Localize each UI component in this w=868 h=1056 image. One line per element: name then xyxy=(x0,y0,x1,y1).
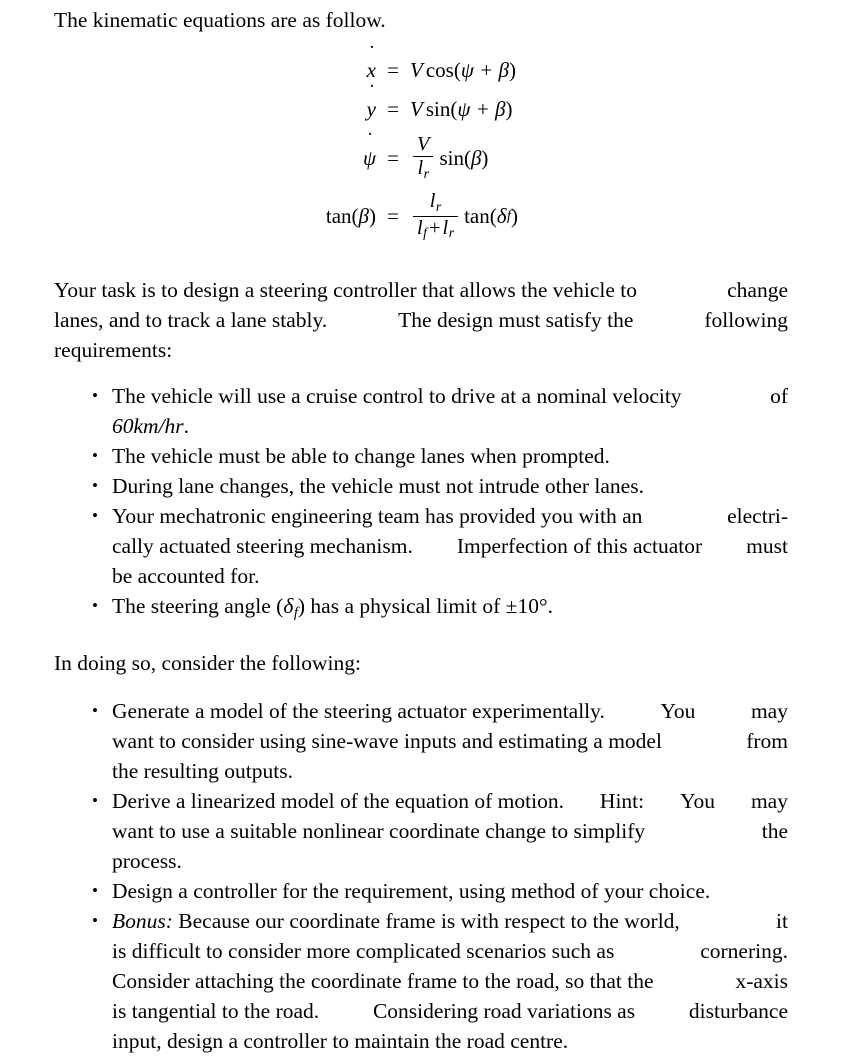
steering-angle-symbol: δ xyxy=(283,594,294,618)
numerator-base: l xyxy=(429,190,436,213)
list-item xyxy=(54,471,788,501)
bullet-icon: • xyxy=(92,881,98,901)
requirement-1-line-1-seg-2: of xyxy=(770,384,788,408)
steering-angle-limit: ) has a physical limit of ±10°. xyxy=(297,594,553,618)
close-paren: ) xyxy=(505,97,513,121)
requirement-3-line-1: During lane changes, the vehicle must not intrude other lanes. xyxy=(112,474,644,498)
spacer-before-requirements xyxy=(54,365,788,381)
bullet-icon: • xyxy=(92,506,98,525)
requirement-4-line-3: be accounted for. xyxy=(112,564,260,588)
sin-function-name: sin xyxy=(425,97,451,121)
consideration-1-line-2 xyxy=(112,726,788,756)
consideration-1-line-3: the resulting outputs. xyxy=(112,759,293,784)
task-line-2 xyxy=(54,305,788,335)
close-paren: ) xyxy=(369,203,376,228)
steering-angle-subscript: f xyxy=(293,605,298,622)
considerations-list xyxy=(54,696,788,1056)
consideration-1-line-1-seg-1: Generate a model of the steering actuator experimentally. xyxy=(112,699,605,724)
spacer-after-equations xyxy=(54,245,788,275)
equation-x-dot-rhs xyxy=(410,58,516,83)
spacer-after-requirements xyxy=(54,628,788,648)
denominator-plus-operator: + xyxy=(429,216,441,239)
velocity-symbol: V xyxy=(410,58,423,82)
task-line-3: requirements: xyxy=(54,338,173,362)
sin-function-name: sin xyxy=(439,145,464,170)
list-item xyxy=(54,696,788,786)
consideration-4-line-5: input, design a controller to maintain the road centre. xyxy=(112,1029,569,1054)
consideration-2-line-3: process. xyxy=(112,849,182,874)
consideration-4-line-3 xyxy=(112,966,788,996)
open-paren: ( xyxy=(450,97,458,121)
document-content xyxy=(54,0,788,1056)
task-line-1-seg-1: Your task is to design a steering controller that allows the vehicle to xyxy=(54,278,637,302)
bullet-icon: • xyxy=(92,476,98,495)
open-paren: ( xyxy=(351,203,359,228)
equation-y-dot-equals: = xyxy=(387,97,399,121)
intro-paragraph: The kinematic equations are as follow. xyxy=(54,8,386,32)
equation-tan-beta-lhs xyxy=(54,204,376,229)
consideration-2-line-1-seg-1: Derive a linearized model of the equation of motion. xyxy=(112,789,564,814)
tan-argument: β xyxy=(358,203,369,228)
consideration-2-line-2-seg-1: want to use a suitable nonlinear coordinate change to simplify xyxy=(112,819,646,844)
requirement-1-line-1-seg-1: The vehicle will use a cruise control to drive at a nominal velocity xyxy=(112,384,682,408)
list-item xyxy=(54,591,788,628)
list-item xyxy=(54,381,788,441)
equation-tan-beta-rhs xyxy=(410,191,518,241)
denominator-base: l xyxy=(417,157,424,180)
requirement-4-line-2-seg-1: cally actuated steering mechanism. xyxy=(112,534,413,558)
fraction-numerator: V xyxy=(417,133,430,156)
delta-f-subscript: f xyxy=(507,207,511,224)
equation-tan-beta-equals: = xyxy=(387,203,399,228)
x-dot-symbol: x ˙ xyxy=(367,58,376,83)
list-item xyxy=(54,906,788,1056)
spacer-before-equations xyxy=(54,35,788,51)
fraction-denominator xyxy=(413,156,433,181)
consideration-2-line-1-seg-3: You xyxy=(680,789,715,814)
denominator-second-subscript: r xyxy=(448,225,455,241)
task-line-2-seg-1: lanes, and to track a lane stably. xyxy=(54,308,328,332)
fraction-numerator xyxy=(426,191,446,215)
requirement-4-line-2 xyxy=(112,531,788,561)
equation-y-dot-lhs xyxy=(54,97,376,122)
consideration-2-line-1-seg-4: may xyxy=(750,789,788,814)
psi-dot-symbol: ψ ˙ xyxy=(363,146,376,171)
list-item xyxy=(54,786,788,876)
consideration-4-line-2-seg-2: cornering. xyxy=(700,939,788,964)
consideration-2-line-2 xyxy=(112,816,788,846)
cos-function-name: cos xyxy=(425,58,454,82)
tan-function-name: tan xyxy=(464,203,490,228)
list-item xyxy=(54,441,788,471)
equation-y-dot xyxy=(54,90,788,129)
fraction-denominator xyxy=(413,216,458,241)
equation-block xyxy=(54,51,788,245)
open-paren: ( xyxy=(489,203,497,228)
sin-argument: ψ + β xyxy=(457,97,506,121)
requirement-1-period: . xyxy=(183,414,190,438)
consideration-4-line-4-seg-2: Considering road variations as xyxy=(372,999,636,1024)
nominal-velocity-value: 60km/hr xyxy=(112,414,184,438)
consideration-2-line-2-seg-2: the xyxy=(761,819,788,844)
equation-y-dot-rhs xyxy=(410,97,513,122)
consideration-3-line-1: Design a controller for the requirement, using method of your choice. xyxy=(112,879,711,904)
denominator-subscript: r xyxy=(423,166,429,182)
consideration-4-line-3-seg-1: Consider attaching the coordinate frame to the road, so that the xyxy=(112,969,654,994)
equation-x-dot-equals: = xyxy=(387,58,399,82)
list-item xyxy=(54,501,788,591)
consideration-2-line-1 xyxy=(112,786,788,816)
bonus-group xyxy=(112,906,680,936)
requirement-4-line-2-seg-3: must xyxy=(746,534,788,558)
consideration-4-line-4-seg-3: disturbance xyxy=(688,999,788,1024)
equation-psi-dot-equals: = xyxy=(387,145,399,170)
cos-argument: ψ + β xyxy=(460,58,510,82)
task-paragraph xyxy=(54,275,788,365)
tan-function-name: tan xyxy=(325,203,352,228)
equation-x-dot xyxy=(54,51,788,90)
numerator-subscript: r xyxy=(435,198,442,214)
steering-angle-prefix: The steering angle ( xyxy=(112,594,284,618)
requirement-2-line-1: The vehicle must be able to change lanes when prompted. xyxy=(112,444,610,468)
open-paren: ( xyxy=(463,145,471,170)
consideration-1-line-2-seg-2: from xyxy=(746,729,788,754)
close-paren: ) xyxy=(510,203,518,228)
consideration-4-line-4 xyxy=(112,996,788,1026)
denominator-first-base: l xyxy=(417,216,423,239)
consideration-1-line-1-seg-3: may xyxy=(750,699,788,724)
spacer-before-considerations xyxy=(54,678,788,696)
consideration-4-line-1-seg-1: Because our coordinate frame is with respect to the world, xyxy=(172,909,680,934)
consider-paragraph: In doing so, consider the following: xyxy=(54,651,361,676)
bullet-icon: • xyxy=(92,596,98,615)
consideration-4-line-2-seg-1: is difficult to consider more complicated scenarios such as xyxy=(112,939,615,964)
denominator-first-subscript: f xyxy=(423,225,428,241)
consideration-1-line-1-seg-2: You xyxy=(660,699,696,724)
sin-argument: β xyxy=(470,145,482,170)
bullet-icon: • xyxy=(92,701,98,721)
close-paren: ) xyxy=(481,145,489,170)
delta-f-base: δ xyxy=(496,203,507,228)
equation-x-dot-lhs xyxy=(54,58,376,83)
requirement-5-line-1 xyxy=(112,591,788,628)
equation-psi-dot-rhs xyxy=(410,134,488,182)
consideration-4-line-1 xyxy=(112,906,788,936)
consideration-4-line-3-seg-2: x-axis xyxy=(735,969,788,994)
requirement-4-line-1 xyxy=(112,501,788,531)
consideration-4-line-2 xyxy=(112,936,788,966)
consideration-1-line-2-seg-1: want to consider using sine-wave inputs and estimating a model xyxy=(112,729,662,754)
requirement-1-line-2 xyxy=(112,411,788,441)
equation-tan-beta xyxy=(54,187,788,245)
fraction-v-over-lr xyxy=(413,134,433,182)
requirement-4-line-2-seg-2: Imperfection of this actuator xyxy=(456,534,703,558)
requirements-list xyxy=(54,381,788,628)
bullet-icon: • xyxy=(92,386,98,405)
requirement-1-line-1 xyxy=(112,381,788,411)
equation-psi-dot-lhs xyxy=(54,146,376,171)
bullet-icon: • xyxy=(92,911,98,931)
task-line-2-seg-2: The design must satisfy the xyxy=(398,308,634,332)
bonus-emphasis: Bonus: xyxy=(112,909,173,934)
fraction-lr-over-lf-plus-lr xyxy=(413,191,458,241)
open-paren: ( xyxy=(453,58,461,82)
consideration-1-line-1 xyxy=(112,696,788,726)
denominator-second-base: l xyxy=(442,216,449,239)
requirement-4-line-1-seg-2: electri- xyxy=(727,504,788,528)
bullet-icon: • xyxy=(92,446,98,465)
consideration-4-line-4-seg-1: is tangential to the road. xyxy=(112,999,320,1024)
consideration-2-line-1-seg-2: Hint: xyxy=(599,789,645,814)
y-dot-symbol: y ˙ xyxy=(367,97,376,122)
list-item xyxy=(54,876,788,906)
velocity-symbol: V xyxy=(410,97,423,121)
requirement-4-line-1-seg-1: Your mechatronic engineering team has provided you with an xyxy=(112,504,643,528)
bullet-icon: • xyxy=(92,791,98,811)
consideration-4-line-1-seg-2: it xyxy=(776,909,788,934)
equation-psi-dot xyxy=(54,129,788,187)
task-line-2-seg-3: following xyxy=(704,308,788,332)
task-line-1 xyxy=(54,275,788,305)
task-line-1-seg-2: change xyxy=(727,278,788,302)
close-paren: ) xyxy=(509,58,517,82)
